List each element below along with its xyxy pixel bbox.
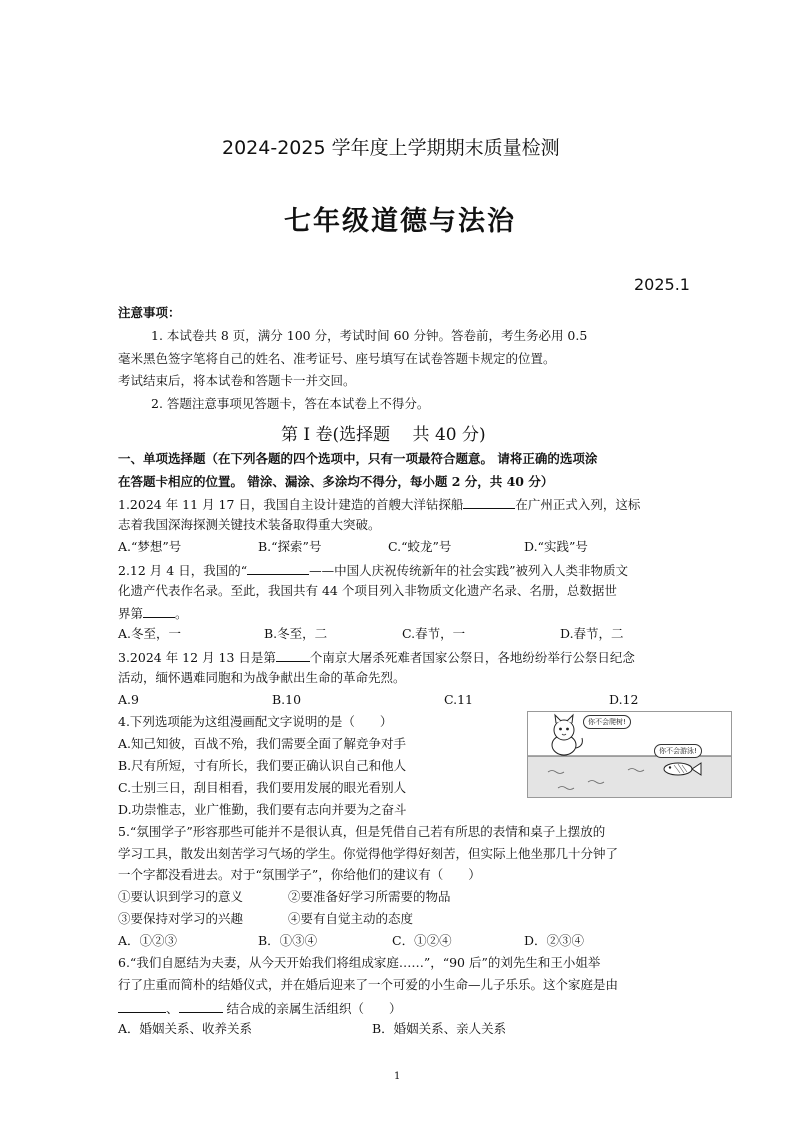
q1-option-b: B.“探索”号 bbox=[258, 539, 322, 554]
notice-line-1: 1. 本试卷共 8 页，满分 100 分，考试时间 60 分钟。答卷前，考生务必用 0.5 bbox=[151, 328, 588, 343]
q1-stem-part-b: 在广州正式入列，这标 bbox=[515, 497, 641, 512]
q2-option-a: A.冬至，一 bbox=[118, 626, 182, 641]
q2-answer-blank-2 bbox=[143, 606, 175, 618]
fish-speech-bubble: 你不会游泳! bbox=[654, 744, 702, 758]
q3-option-a: A.9 bbox=[118, 692, 139, 707]
q3-option-c: C.11 bbox=[444, 692, 473, 707]
q5-stem-line-1: 5.“氛围学子”形容那些可能并不是很认真，但是凭借自己若有所思的表情和桌子上摆放的 bbox=[118, 824, 606, 839]
page-number: 1 bbox=[394, 1071, 401, 1082]
q3-stem-part-b: 个南京大屠杀死难者国家公祭日，各地纷纷举行公祭日纪念 bbox=[309, 650, 635, 665]
q6-stem-line-2: 行了庄重而简朴的结婚仪式，并在婚后迎来了一个可爱的小生命—儿子乐乐。这个家庭是由 bbox=[118, 977, 619, 992]
q3-stem-line-2: 活动，缅怀遇难同胞和为战争献出生命的革命先烈。 bbox=[118, 670, 406, 685]
cat-icon bbox=[552, 715, 582, 755]
notice-line-3: 考试结束后，将本试卷和答题卡一并交回。 bbox=[118, 373, 356, 388]
q3-option-b: B.10 bbox=[272, 692, 302, 707]
q4-stem: 4.下列选项能为这组漫画配文字说明的是（ ） bbox=[118, 714, 393, 729]
q6-answer-blank-1 bbox=[118, 1001, 166, 1013]
q5-statement-3: ③要保持对学习的兴趣 bbox=[118, 911, 244, 926]
q6-stem-line-3 bbox=[118, 1001, 402, 1016]
section-instruction-1: 一、单项选择题（在下列各题的四个选项中，只有一项最符合题意。 请将正确的选项涂 bbox=[118, 451, 598, 466]
exam-date: 2025.1 bbox=[634, 275, 690, 294]
q2-option-d: D.春节，二 bbox=[560, 626, 624, 641]
exam-title: 2024-2025 学年度上学期期末质量检测 bbox=[222, 137, 560, 159]
q2-stem-line-1 bbox=[118, 563, 628, 578]
notice-title: 注意事项： bbox=[118, 305, 181, 320]
q5-statement-4: ④要有自觉主动的态度 bbox=[288, 911, 414, 926]
section-title: 第 I 卷(选择题 共 40 分) bbox=[281, 425, 486, 445]
q4-option-c: C.士别三日，刮目相看，我们要用发展的眼光看别人 bbox=[118, 780, 407, 795]
q5-stem-line-3: 一个字都没看进去。对于“氛围学子”，你给他们的建议有（ ） bbox=[118, 867, 481, 882]
q2-stem-line-3 bbox=[118, 606, 188, 621]
q2-stem-part-b: ——中国人庆祝传统新年的社会实践”被列入人类非物质文 bbox=[309, 563, 629, 578]
q1-option-a: A.“梦想”号 bbox=[118, 539, 182, 554]
q2-stem-part-d: 。 bbox=[175, 606, 188, 621]
q4-option-a: A.知己知彼，百战不殆，我们需要全面了解竞争对手 bbox=[118, 736, 407, 751]
q6-stem-line-1: 6.“我们自愿结为夫妻，从今天开始我们将组成家庭……”，“90 后”的刘先生和王小姐举 bbox=[118, 955, 601, 970]
q1-stem-line-2: 志着我国深海探测关键技术装备取得重大突破。 bbox=[118, 517, 381, 532]
q4-option-d: D.功崇惟志，业广惟勤，我们要有志向并要为之奋斗 bbox=[118, 802, 407, 817]
q5-option-a: A．①②③ bbox=[118, 933, 178, 948]
q5-option-c: C．①②④ bbox=[392, 933, 452, 948]
q1-stem-part-a: 1.2024 年 11 月 17 日，我国自主设计建造的首艘大洋钻探船 bbox=[118, 497, 464, 512]
q1-answer-blank bbox=[463, 497, 515, 509]
q5-stem-line-2: 学习工具，散发出刻苦学习气场的学生。你觉得他学得好刻苦，但实际上他坐那几十分钟了 bbox=[118, 846, 619, 861]
q5-option-b: B．①③④ bbox=[258, 933, 318, 948]
q3-option-d: D.12 bbox=[609, 692, 639, 707]
q2-option-c: C.春节，一 bbox=[402, 626, 466, 641]
q3-stem-line-1 bbox=[118, 650, 635, 665]
subject-title: 七年级道德与法治 bbox=[284, 206, 516, 237]
q6-option-a: A．婚姻关系、收养关系 bbox=[118, 1021, 253, 1036]
q2-option-b: B.冬至，二 bbox=[264, 626, 328, 641]
q6-answer-blank-2 bbox=[179, 1001, 223, 1013]
notice-line-4: 2. 答题注意事项见答题卡，答在本试卷上不得分。 bbox=[151, 396, 430, 411]
q5-statement-2: ②要准备好学习所需要的物品 bbox=[288, 889, 451, 904]
q1-option-c: C.“蛟龙”号 bbox=[388, 539, 452, 554]
q5-statement-1: ①要认识到学习的意义 bbox=[118, 889, 244, 904]
q5-option-d: D．②③④ bbox=[524, 933, 585, 948]
q4-cartoon bbox=[527, 711, 732, 798]
q1-option-d: D.“实践”号 bbox=[524, 539, 588, 554]
q2-stem-line-2: 化遗产代表作名录。至此，我国共有 44 个项目列入非物质文化遗产名录、名册，总数据世 bbox=[118, 583, 617, 598]
q1-stem-line-1 bbox=[118, 497, 640, 512]
cat-speech-bubble: 你不会爬树! bbox=[583, 715, 631, 729]
q2-stem-part-c: 界第 bbox=[118, 606, 144, 621]
q2-stem-part-a: 2.12 月 4 日，我国的“ bbox=[118, 563, 248, 578]
water-area bbox=[528, 756, 731, 797]
q6-stem-part-b: 结合成的亲属生活组织（ ） bbox=[226, 1001, 402, 1016]
section-instruction-2: 在答题卡相应的位置。 错涂、漏涂、多涂均不得分，每小题 2 分，共 40 分） bbox=[118, 474, 554, 489]
q6-stem-separator: 、 bbox=[166, 1001, 179, 1016]
q6-option-b: B．婚姻关系、亲人关系 bbox=[372, 1021, 507, 1036]
q3-stem-part-a: 3.2024 年 12 月 13 日是第 bbox=[118, 650, 276, 665]
notice-line-2: 毫米黑色签字笔将自己的姓名、准考证号、座号填写在试卷答题卡规定的位置。 bbox=[118, 351, 556, 366]
q4-option-b: B.尺有所短，寸有所长，我们要正确认识自己和他人 bbox=[118, 758, 407, 773]
q2-answer-blank-1 bbox=[247, 563, 309, 575]
q3-answer-blank bbox=[276, 650, 310, 662]
